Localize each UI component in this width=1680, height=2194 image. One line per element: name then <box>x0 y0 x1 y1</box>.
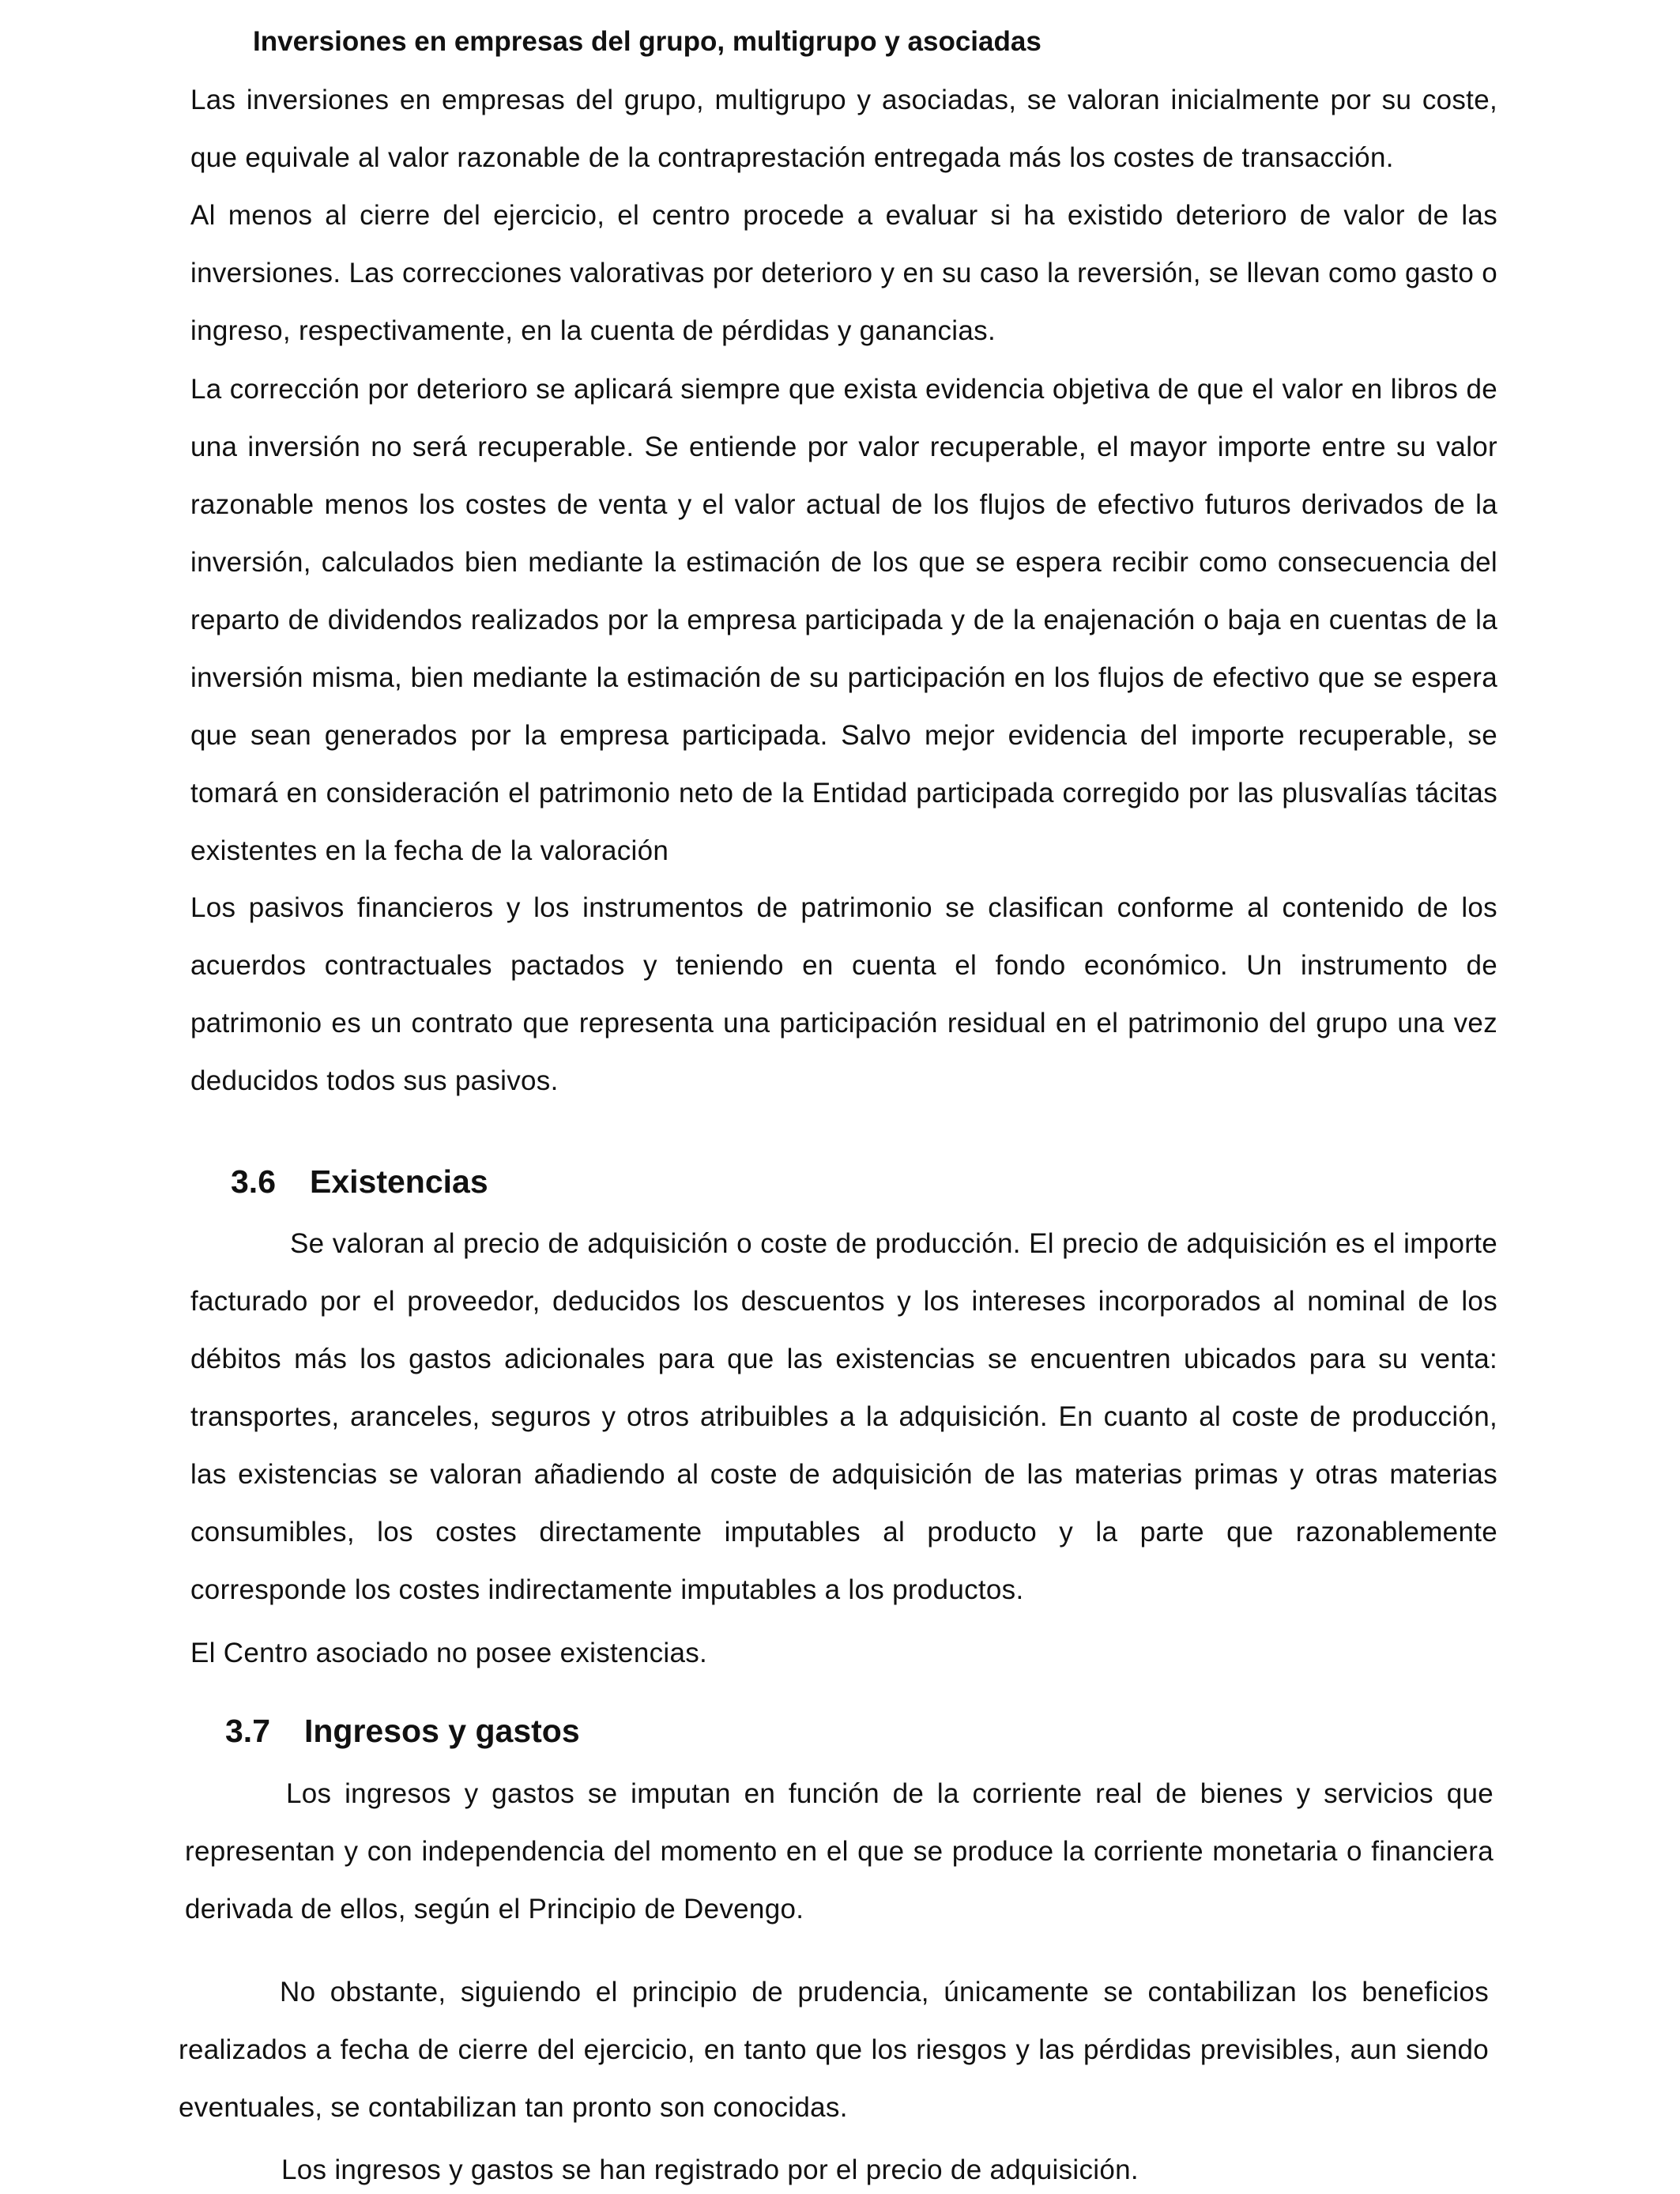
section-3-7-paragraph-1: Los ingresos y gastos se imputan en función de la corriente real de bienes y servicios que representan y con independencia del momento en el que se produce la corriente monetaria o financiera derivada de ellos, según el Principio de Devengo. <box>185 1778 1494 1924</box>
investments-paragraph-2: Al menos al cierre del ejercicio, el centro procede a evaluar si ha existido deterioro de valor de las inversiones. Las correcciones valorativas por deterioro y en su caso la reversión, se llevan como gasto o ingreso, respectivamente, en la cuenta de pérdidas y ganancias. <box>190 200 1497 346</box>
investments-subheading: Inversiones en empresas del grupo, multigrupo y asociadas <box>253 26 1042 57</box>
section-3-7-paragraph-2: No obstante, siguiendo el principio de prudencia, únicamente se contabilizan los beneficios realizados a fecha de cierre del ejercicio, en tanto que los riesgos y las pérdidas previsibles, aun siendo eventuales, se contabilizan tan pronto son conocidas. <box>179 1977 1489 2123</box>
section-3-7-paragraph-3: Los ingresos y gastos se han registrado por el precio de adquisición. <box>281 2154 1139 2185</box>
section-3-6-paragraph-2: El Centro asociado no posee existencias. <box>190 1638 708 1668</box>
section-3-7-title: Ingresos y gastos <box>304 1713 580 1749</box>
investments-paragraph-1: Las inversiones en empresas del grupo, multigrupo y asociadas, se valoran inicialmente por su coste, que equivale al valor razonable de la contraprestación entregada más los costes de transacción. <box>190 85 1497 173</box>
investments-paragraph-3: La corrección por deterioro se aplicará siempre que exista evidencia objetiva de que el valor en libros de una inversión no será recuperable. Se entiende por valor recuperable, el mayor importe entre su valor razonable menos los costes de venta y el valor actual de los flujos de efectivo futuros derivados de la inversión, calculados bien mediante la estimación de los que se espera recibir como consecuencia del reparto de dividendos realizados por la empresa participada y de la enajenación o baja en cuentas de la inversión misma, bien mediante la estimación de su participación en los flujos de efectivo que se espera que sean generados por la empresa participada. Salvo mejor evidencia del importe recuperable, se tomará en consideración el patrimonio neto de la Entidad participada corregido por las plusvalías tácitas existentes en la fecha de la valoración <box>190 374 1497 866</box>
investments-paragraph-4: Los pasivos financieros y los instrumentos de patrimonio se clasifican conforme al contenido de los acuerdos contractuales pactados y teniendo en cuenta el fondo económico. Un instrumento de patrimonio es un contrato que representa una participación residual en el patrimonio del grupo una vez deducidos todos sus pasivos. <box>190 892 1497 1096</box>
section-3-7-heading <box>225 1707 580 1755</box>
section-3-6-number: 3.6 <box>231 1163 276 1200</box>
section-3-6-heading <box>231 1158 488 1205</box>
section-3-7-number: 3.7 <box>225 1713 270 1749</box>
section-3-6-paragraph-1: Se valoran al precio de adquisición o coste de producción. El precio de adquisición es el importe facturado por el proveedor, deducidos los descuentos y los intereses incorporados al nominal de los débitos más los gastos adicionales para que las existencias se encuentren ubicados para su venta: transportes, aranceles, seguros y otros atribuibles a la adquisición. En cuanto al coste de producción, las existencias se valoran añadiendo al coste de adquisición de las materias primas y otras materias consumibles, los costes directamente imputables al producto y la parte que razonablemente corresponde los costes indirectamente imputables a los productos. <box>190 1228 1497 1605</box>
section-3-6-title: Existencias <box>310 1163 488 1200</box>
